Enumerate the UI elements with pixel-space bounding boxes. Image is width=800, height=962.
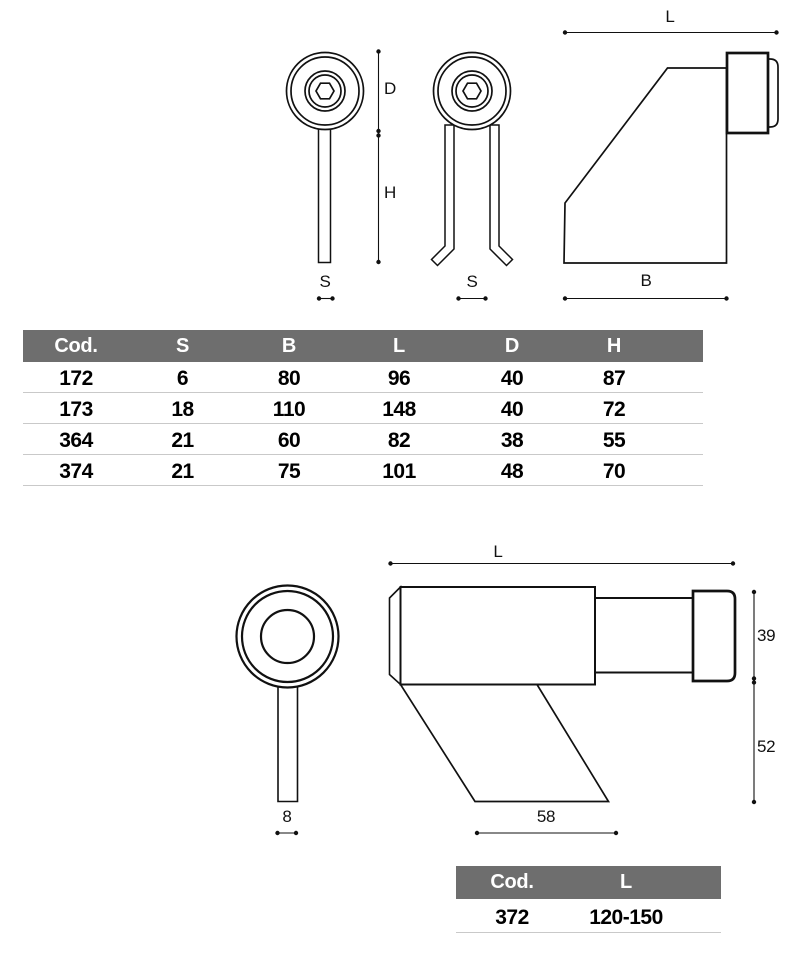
table-cell: 21 [171,459,194,483]
table-cell: 60 [277,428,301,452]
table-cell: 101 [382,459,416,483]
column-header-cod: Cod. [54,334,98,357]
column-header-cod: Cod. [490,871,534,893]
table-cell: 87 [602,366,626,390]
table-cell: 173 [59,397,93,421]
table-cell: 40 [500,366,524,390]
hook-knob-front-view [237,586,339,802]
dim-label-drop-52: 52 [757,737,776,756]
adjustable-doorstop-side-view [390,587,736,802]
dimensions-table [23,330,703,486]
table-cell: 6 [176,366,189,390]
column-header-b: B [281,334,297,357]
table-header-row [456,866,721,899]
table-cell: 80 [277,366,301,390]
fork-knob-front-view [432,53,513,266]
table-cell: 372 [495,906,529,929]
dim-label-l-top: L [665,7,675,26]
table-cell: 55 [602,428,626,452]
table-row [23,455,703,486]
table-row [23,362,703,393]
table-cell: 70 [602,459,626,483]
column-header-s: S [175,334,190,357]
table-cell: 364 [59,428,93,452]
adjustable-model-table [456,866,721,933]
table-row [456,899,721,933]
table-cell: 18 [171,397,194,421]
dim-label-s-right: S [466,272,478,291]
dim-label-b: B [640,271,652,290]
dim-label-stem-8: 8 [282,807,292,826]
table-cell: 96 [387,366,411,390]
table-cell: 148 [382,397,416,421]
table-header-row [23,330,703,362]
table-cell: 72 [602,397,626,421]
dim-label-flap-58: 58 [536,807,556,826]
table-cell: 110 [272,397,306,421]
dim-label-h: H [384,183,396,202]
column-header-d: D [504,334,520,357]
column-header-h: H [606,334,622,357]
table-cell: 82 [387,428,411,452]
table-cell: 21 [171,428,194,452]
doorstop-side-view [564,53,778,263]
column-header-l: L [393,334,405,357]
table-row [23,393,703,424]
dim-label-cap-39: 39 [757,626,776,645]
table-cell: 38 [500,428,524,452]
dim-label-l-bottom: L [493,542,503,561]
table-cell: 40 [500,397,524,421]
dim-label-d: D [384,79,396,98]
table-cell: 120-150 [589,906,663,929]
table-cell: 374 [59,459,93,483]
dim-label-s-left: S [319,272,331,291]
table-cell: 172 [59,366,93,390]
column-header-l: L [620,871,632,893]
table-cell: 75 [277,459,301,483]
table-row [23,424,703,455]
knob-front-view [287,53,364,263]
table-cell: 48 [500,459,524,483]
